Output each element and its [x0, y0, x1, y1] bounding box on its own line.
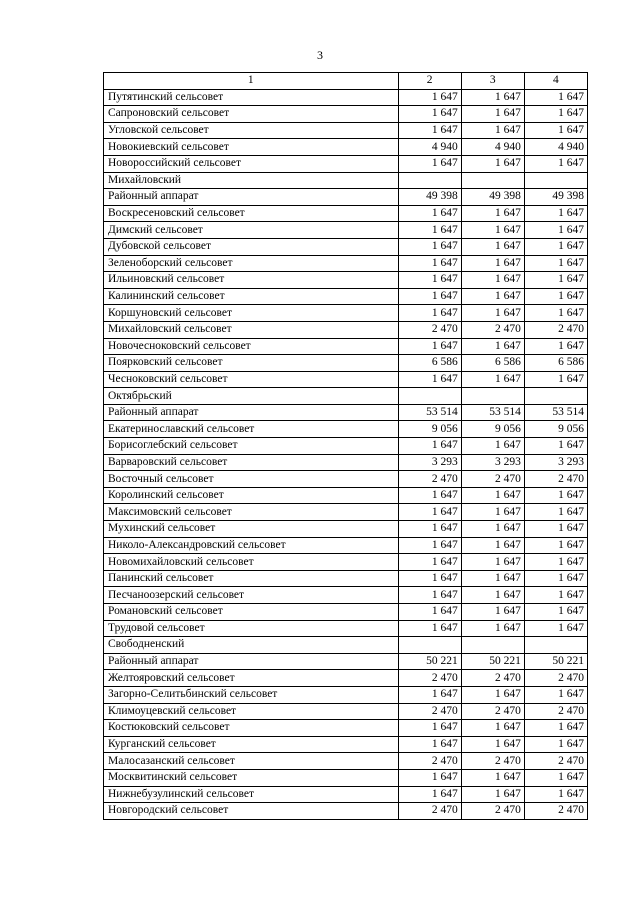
value-cell-col3: 1 647: [461, 89, 524, 106]
row-name-cell: Костюковский сельсовет: [104, 720, 399, 737]
value-cell-col3: 1 647: [461, 487, 524, 504]
value-cell-col4: 1 647: [524, 122, 587, 139]
table-row: [104, 521, 588, 538]
value-cell-col2: 1 647: [398, 504, 461, 521]
table-row: [104, 172, 588, 189]
value-cell-col3: 4 940: [461, 139, 524, 156]
value-cell-col4: 2 470: [524, 471, 587, 488]
table-row: [104, 106, 588, 123]
value-cell-col3: 1 647: [461, 222, 524, 239]
value-cell-col2: 2 470: [398, 803, 461, 820]
value-cell-col4: 50 221: [524, 653, 587, 670]
row-name-cell: Романовский сельсовет: [104, 604, 399, 621]
value-cell-col2: [398, 388, 461, 405]
value-cell-col3: 1 647: [461, 122, 524, 139]
table-row: [104, 89, 588, 106]
row-name-cell: Новороссийский сельсовет: [104, 155, 399, 172]
table-row: [104, 786, 588, 803]
value-cell-col3: 1 647: [461, 504, 524, 521]
row-name-cell: Восточный сельсовет: [104, 471, 399, 488]
table-row: [104, 404, 588, 421]
value-cell-col3: 2 470: [461, 803, 524, 820]
value-cell-col3: 1 647: [461, 587, 524, 604]
value-cell-col4: 53 514: [524, 404, 587, 421]
table-header-row: [104, 73, 588, 90]
value-cell-col3: 1 647: [461, 786, 524, 803]
value-cell-col2: 2 470: [398, 471, 461, 488]
table-row: [104, 189, 588, 206]
row-name-cell: Варваровский сельсовет: [104, 454, 399, 471]
value-cell-col3: [461, 637, 524, 654]
row-name-cell: Михайловский сельсовет: [104, 321, 399, 338]
value-cell-col4: 1 647: [524, 238, 587, 255]
value-cell-col3: 1 647: [461, 521, 524, 538]
row-name-cell: Песчаноозерский сельсовет: [104, 587, 399, 604]
value-cell-col3: 49 398: [461, 189, 524, 206]
value-cell-col3: 2 470: [461, 703, 524, 720]
value-cell-col3: 50 221: [461, 653, 524, 670]
column-header-1: 1: [104, 73, 399, 90]
table-row: [104, 255, 588, 272]
value-cell-col4: 2 470: [524, 670, 587, 687]
value-cell-col2: 1 647: [398, 487, 461, 504]
table-row: [104, 637, 588, 654]
value-cell-col4: 1 647: [524, 205, 587, 222]
value-cell-col4: 1 647: [524, 155, 587, 172]
value-cell-col2: 1 647: [398, 554, 461, 571]
row-name-cell: Октябрьский: [104, 388, 399, 405]
value-cell-col4: 1 647: [524, 537, 587, 554]
value-cell-col4: [524, 388, 587, 405]
value-cell-col4: 1 647: [524, 570, 587, 587]
value-cell-col3: [461, 388, 524, 405]
value-cell-col2: 3 293: [398, 454, 461, 471]
row-name-cell: Зеленоборский сельсовет: [104, 255, 399, 272]
row-name-cell: Новочесноковский сельсовет: [104, 338, 399, 355]
row-name-cell: Загорно-Селитьбинский сельсовет: [104, 686, 399, 703]
table-row: [104, 388, 588, 405]
table-row: [104, 487, 588, 504]
value-cell-col2: 1 647: [398, 155, 461, 172]
table-row: [104, 471, 588, 488]
value-cell-col2: 1 647: [398, 587, 461, 604]
value-cell-col3: 1 647: [461, 554, 524, 571]
value-cell-col3: [461, 172, 524, 189]
row-name-cell: Свободненский: [104, 637, 399, 654]
table-row: [104, 205, 588, 222]
value-cell-col3: 2 470: [461, 471, 524, 488]
value-cell-col2: 1 647: [398, 537, 461, 554]
value-cell-col2: 9 056: [398, 421, 461, 438]
value-cell-col3: 1 647: [461, 288, 524, 305]
value-cell-col3: 1 647: [461, 686, 524, 703]
row-name-cell: Поярковский сельсовет: [104, 355, 399, 372]
value-cell-col4: 2 470: [524, 753, 587, 770]
row-name-cell: Новомихайловский сельсовет: [104, 554, 399, 571]
table-body: [104, 89, 588, 819]
table-row: [104, 653, 588, 670]
value-cell-col2: 2 470: [398, 703, 461, 720]
row-name-cell: Нижнебузулинский сельсовет: [104, 786, 399, 803]
value-cell-col2: 1 647: [398, 620, 461, 637]
value-cell-col3: 1 647: [461, 537, 524, 554]
value-cell-col4: 9 056: [524, 421, 587, 438]
value-cell-col3: 2 470: [461, 321, 524, 338]
value-cell-col2: 1 647: [398, 305, 461, 322]
table-row: [104, 454, 588, 471]
table-row: [104, 504, 588, 521]
value-cell-col2: [398, 637, 461, 654]
value-cell-col3: 1 647: [461, 255, 524, 272]
table-row: [104, 421, 588, 438]
row-name-cell: Москвитинский сельсовет: [104, 769, 399, 786]
value-cell-col3: 1 647: [461, 620, 524, 637]
row-name-cell: Новокиевский сельсовет: [104, 139, 399, 156]
value-cell-col2: 2 470: [398, 670, 461, 687]
value-cell-col3: 1 647: [461, 305, 524, 322]
row-name-cell: Районный аппарат: [104, 404, 399, 421]
value-cell-col4: 1 647: [524, 272, 587, 289]
table-row: [104, 753, 588, 770]
value-cell-col4: [524, 637, 587, 654]
row-name-cell: Желтояровский сельсовет: [104, 670, 399, 687]
row-name-cell: Борисоглебский сельсовет: [104, 438, 399, 455]
value-cell-col3: 1 647: [461, 338, 524, 355]
value-cell-col4: 1 647: [524, 371, 587, 388]
table-row: [104, 587, 588, 604]
row-name-cell: Михайловский: [104, 172, 399, 189]
row-name-cell: Николо-Александровский сельсовет: [104, 537, 399, 554]
table-row: [104, 769, 588, 786]
value-cell-col4: 4 940: [524, 139, 587, 156]
page-number: 3: [317, 48, 323, 62]
row-name-cell: Коршуновский сельсовет: [104, 305, 399, 322]
value-cell-col2: 1 647: [398, 769, 461, 786]
value-cell-col2: 1 647: [398, 604, 461, 621]
table-row: [104, 122, 588, 139]
row-name-cell: Воскресеновский сельсовет: [104, 205, 399, 222]
table-row: [104, 438, 588, 455]
value-cell-col3: 1 647: [461, 570, 524, 587]
table-row: [104, 604, 588, 621]
value-cell-col4: 1 647: [524, 438, 587, 455]
value-cell-col3: 53 514: [461, 404, 524, 421]
value-cell-col2: 1 647: [398, 570, 461, 587]
value-cell-col3: 1 647: [461, 769, 524, 786]
column-header-4: 4: [524, 73, 587, 90]
value-cell-col3: 3 293: [461, 454, 524, 471]
row-name-cell: Королинский сельсовет: [104, 487, 399, 504]
value-cell-col4: 1 647: [524, 521, 587, 538]
row-name-cell: Районный аппарат: [104, 653, 399, 670]
row-name-cell: Угловской сельсовет: [104, 122, 399, 139]
value-cell-col2: 2 470: [398, 321, 461, 338]
value-cell-col3: 1 647: [461, 720, 524, 737]
row-name-cell: Чесноковский сельсовет: [104, 371, 399, 388]
value-cell-col2: 6 586: [398, 355, 461, 372]
row-name-cell: Путятинский сельсовет: [104, 89, 399, 106]
value-cell-col3: 1 647: [461, 238, 524, 255]
table-row: [104, 371, 588, 388]
row-name-cell: Трудовой сельсовет: [104, 620, 399, 637]
value-cell-col4: 1 647: [524, 288, 587, 305]
table-row: [104, 321, 588, 338]
value-cell-col3: 1 647: [461, 272, 524, 289]
value-cell-col4: 1 647: [524, 255, 587, 272]
value-cell-col4: 2 470: [524, 321, 587, 338]
value-cell-col3: 1 647: [461, 155, 524, 172]
table-row: [104, 288, 588, 305]
table-row: [104, 139, 588, 156]
row-name-cell: Малосазанский сельсовет: [104, 753, 399, 770]
value-cell-col4: 1 647: [524, 222, 587, 239]
row-name-cell: Курганский сельсовет: [104, 736, 399, 753]
row-name-cell: Климоуцевский сельсовет: [104, 703, 399, 720]
value-cell-col2: 1 647: [398, 255, 461, 272]
row-name-cell: Мухинский сельсовет: [104, 521, 399, 538]
table-row: [104, 355, 588, 372]
table-row: [104, 537, 588, 554]
row-name-cell: Екатеринославский сельсовет: [104, 421, 399, 438]
row-name-cell: Максимовский сельсовет: [104, 504, 399, 521]
value-cell-col3: 9 056: [461, 421, 524, 438]
value-cell-col2: 1 647: [398, 686, 461, 703]
value-cell-col4: 2 470: [524, 703, 587, 720]
value-cell-col4: 1 647: [524, 106, 587, 123]
value-cell-col3: 1 647: [461, 736, 524, 753]
value-cell-col2: 1 647: [398, 106, 461, 123]
value-cell-col4: 1 647: [524, 89, 587, 106]
value-cell-col4: 1 647: [524, 587, 587, 604]
value-cell-col4: 1 647: [524, 786, 587, 803]
column-header-3: 3: [461, 73, 524, 90]
row-name-cell: Новгородский сельсовет: [104, 803, 399, 820]
table-row: [104, 803, 588, 820]
value-cell-col2: 1 647: [398, 438, 461, 455]
value-cell-col3: 1 647: [461, 438, 524, 455]
value-cell-col4: 1 647: [524, 487, 587, 504]
value-cell-col2: 1 647: [398, 89, 461, 106]
value-cell-col4: 1 647: [524, 686, 587, 703]
table-row: [104, 736, 588, 753]
value-cell-col4: 1 647: [524, 554, 587, 571]
value-cell-col2: 1 647: [398, 736, 461, 753]
table-row: [104, 570, 588, 587]
table-row: [104, 554, 588, 571]
table-row: [104, 155, 588, 172]
value-cell-col2: 50 221: [398, 653, 461, 670]
value-cell-col2: 49 398: [398, 189, 461, 206]
value-cell-col2: 1 647: [398, 338, 461, 355]
value-cell-col4: 1 647: [524, 620, 587, 637]
value-cell-col2: 1 647: [398, 238, 461, 255]
value-cell-col3: 1 647: [461, 106, 524, 123]
value-cell-col3: 6 586: [461, 355, 524, 372]
table-row: [104, 238, 588, 255]
row-name-cell: Ильиновский сельсовет: [104, 272, 399, 289]
value-cell-col4: 1 647: [524, 305, 587, 322]
table-row: [104, 222, 588, 239]
value-cell-col4: 49 398: [524, 189, 587, 206]
budget-table: [103, 72, 588, 820]
value-cell-col3: 2 470: [461, 670, 524, 687]
row-name-cell: Районный аппарат: [104, 189, 399, 206]
table-row: [104, 620, 588, 637]
value-cell-col2: 1 647: [398, 222, 461, 239]
row-name-cell: Дубовской сельсовет: [104, 238, 399, 255]
value-cell-col4: 1 647: [524, 338, 587, 355]
row-name-cell: Калининский сельсовет: [104, 288, 399, 305]
table-row: [104, 338, 588, 355]
value-cell-col3: 1 647: [461, 205, 524, 222]
value-cell-col4: 6 586: [524, 355, 587, 372]
table-row: [104, 272, 588, 289]
value-cell-col2: 1 647: [398, 205, 461, 222]
table-row: [104, 686, 588, 703]
value-cell-col2: 1 647: [398, 122, 461, 139]
value-cell-col2: 1 647: [398, 786, 461, 803]
value-cell-col3: 1 647: [461, 604, 524, 621]
row-name-cell: Димский сельсовет: [104, 222, 399, 239]
value-cell-col4: 1 647: [524, 604, 587, 621]
value-cell-col3: 1 647: [461, 371, 524, 388]
value-cell-col4: 1 647: [524, 736, 587, 753]
value-cell-col4: 3 293: [524, 454, 587, 471]
value-cell-col4: [524, 172, 587, 189]
table-row: [104, 670, 588, 687]
table-row: [104, 305, 588, 322]
row-name-cell: Панинский сельсовет: [104, 570, 399, 587]
value-cell-col4: 1 647: [524, 769, 587, 786]
value-cell-col2: 4 940: [398, 139, 461, 156]
value-cell-col4: 1 647: [524, 720, 587, 737]
table-row: [104, 703, 588, 720]
column-header-2: 2: [398, 73, 461, 90]
row-name-cell: Сапроновский сельсовет: [104, 106, 399, 123]
value-cell-col2: 1 647: [398, 288, 461, 305]
value-cell-col4: 1 647: [524, 504, 587, 521]
value-cell-col2: 1 647: [398, 720, 461, 737]
value-cell-col2: 2 470: [398, 753, 461, 770]
value-cell-col2: 1 647: [398, 521, 461, 538]
value-cell-col2: 1 647: [398, 371, 461, 388]
value-cell-col4: 2 470: [524, 803, 587, 820]
value-cell-col2: 1 647: [398, 272, 461, 289]
value-cell-col2: [398, 172, 461, 189]
table-row: [104, 720, 588, 737]
value-cell-col3: 2 470: [461, 753, 524, 770]
value-cell-col2: 53 514: [398, 404, 461, 421]
